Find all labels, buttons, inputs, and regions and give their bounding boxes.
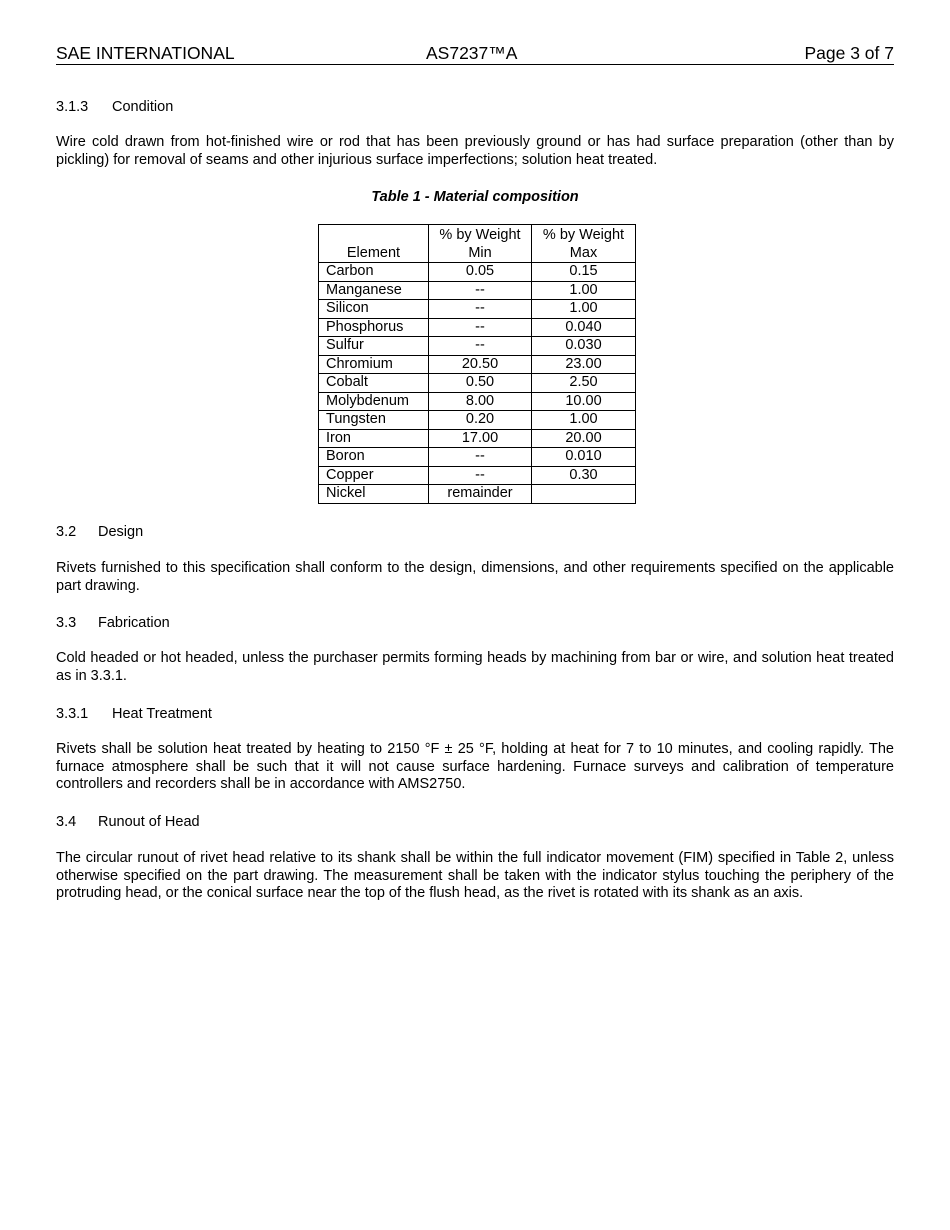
section-heading-heat-treatment — [56, 705, 212, 723]
table-row — [319, 263, 636, 282]
cell-max: 10.00 — [532, 392, 636, 411]
material-composition-table — [318, 224, 636, 504]
cell-element: Carbon — [319, 263, 429, 282]
table-header-row — [319, 225, 636, 263]
header-document-id: AS7237™A — [426, 43, 518, 63]
cell-min: 0.05 — [429, 263, 532, 282]
cell-element: Manganese — [319, 281, 429, 300]
table-row — [319, 337, 636, 356]
section-heading-design — [56, 523, 144, 541]
section-heading-runout-of-head — [56, 813, 200, 831]
cell-min: 20.50 — [429, 355, 532, 374]
cell-element: Iron — [319, 429, 429, 448]
cell-min: 8.00 — [429, 392, 532, 411]
section-title: Runout of Head — [98, 814, 200, 830]
table-row — [319, 466, 636, 485]
cell-max: 20.00 — [532, 429, 636, 448]
section-heading-fabrication — [56, 614, 170, 632]
cell-min: 0.20 — [429, 411, 532, 430]
cell-min: -- — [429, 300, 532, 319]
cell-min: -- — [429, 337, 532, 356]
cell-max: 0.010 — [532, 448, 636, 467]
cell-min: 17.00 — [429, 429, 532, 448]
section-number: 3.3.1 — [56, 706, 89, 722]
column-header-min: % by Weight Min — [429, 225, 532, 263]
cell-max: 0.030 — [532, 337, 636, 356]
cell-element: Molybdenum — [319, 392, 429, 411]
table-row — [319, 281, 636, 300]
section-title: Design — [98, 524, 144, 540]
cell-element: Cobalt — [319, 374, 429, 393]
cell-min: -- — [429, 466, 532, 485]
table-row — [319, 392, 636, 411]
cell-max — [532, 485, 636, 504]
section-text-runout-of-head: The circular runout of rivet head relative to its shank shall be within the full indicator movement (FIM) specified in Table 2, unless otherwise specified on the part drawing. The measurement shall be taken with the indicator stylus touching the periphery of the protruding head, or the conical surface near the top of the flush head, as the rivet is rotated with its shank as an axis. — [56, 850, 894, 901]
section-text-fabrication: Cold headed or hot headed, unless the purchaser permits forming heads by machining from bar or wire, and solution heat treated as in 3.3.1. — [56, 650, 894, 684]
cell-element: Copper — [319, 466, 429, 485]
table-row — [319, 411, 636, 430]
section-number: 3.1.3 — [56, 99, 89, 115]
cell-max: 0.15 — [532, 263, 636, 282]
cell-max: 2.50 — [532, 374, 636, 393]
header-page-number: Page 3 of 7 — [804, 43, 894, 63]
cell-element: Tungsten — [319, 411, 429, 430]
section-number: 3.4 — [56, 814, 77, 830]
table-row — [319, 355, 636, 374]
section-text-condition: Wire cold drawn from hot-finished wire or rod that has been previously ground or has had surface preparation (other than by pickling) for removal of seams and other injurious surface imperfections; solution heat treated. — [56, 134, 894, 168]
cell-max: 0.30 — [532, 466, 636, 485]
cell-element: Phosphorus — [319, 318, 429, 337]
table-row — [319, 318, 636, 337]
cell-max: 1.00 — [532, 411, 636, 430]
cell-max: 23.00 — [532, 355, 636, 374]
header-organization: SAE INTERNATIONAL — [56, 43, 235, 63]
section-number: 3.2 — [56, 524, 77, 540]
cell-min: -- — [429, 318, 532, 337]
section-text-heat-treatment: Rivets shall be solution heat treated by heating to 2150 °F ± 25 °F, holding at heat for 7 to 10 minutes, and cooling rapidly. The furnace atmosphere shall be such that it will not cause surface hardening. Furnace surveys and calibration of temperature controllers and recorders shall be in accordance with AMS2750. — [56, 741, 894, 792]
section-heading-condition — [56, 98, 174, 116]
cell-max: 1.00 — [532, 281, 636, 300]
cell-max: 1.00 — [532, 300, 636, 319]
section-title: Fabrication — [98, 615, 170, 631]
section-number: 3.3 — [56, 615, 77, 631]
cell-min: -- — [429, 448, 532, 467]
cell-element: Boron — [319, 448, 429, 467]
cell-min: -- — [429, 281, 532, 300]
cell-min: 0.50 — [429, 374, 532, 393]
table-row — [319, 374, 636, 393]
table-row — [319, 448, 636, 467]
table-row — [319, 429, 636, 448]
table-row — [319, 485, 636, 504]
column-header-element: Element — [319, 225, 429, 263]
cell-element: Silicon — [319, 300, 429, 319]
cell-element: Chromium — [319, 355, 429, 374]
page-header — [56, 43, 894, 65]
cell-element: Nickel — [319, 485, 429, 504]
section-title: Heat Treatment — [112, 706, 212, 722]
section-title: Condition — [112, 99, 174, 115]
table-caption: Table 1 - Material composition — [371, 189, 579, 205]
cell-max: 0.040 — [532, 318, 636, 337]
cell-min: remainder — [429, 485, 532, 504]
column-header-max: % by Weight Max — [532, 225, 636, 263]
section-text-design: Rivets furnished to this specification shall conform to the design, dimensions, and other requirements specified on the applicable part drawing. — [56, 560, 894, 594]
cell-element: Sulfur — [319, 337, 429, 356]
table-row — [319, 300, 636, 319]
